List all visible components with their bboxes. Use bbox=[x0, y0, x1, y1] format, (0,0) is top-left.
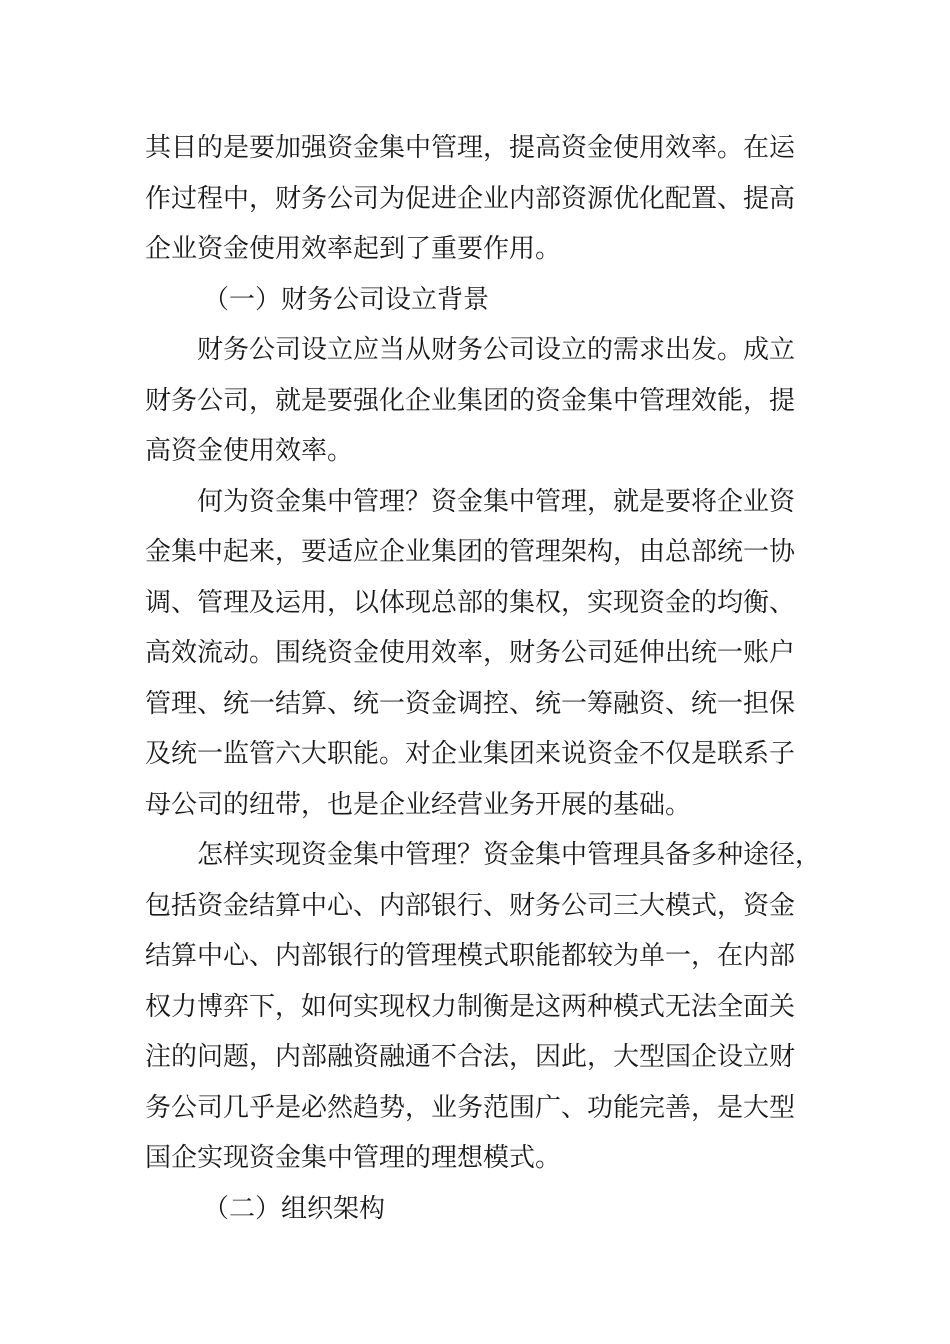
paragraph-line: 其目的是要加强资金集中管理，提高资金使用效率。在运 bbox=[145, 133, 796, 163]
section-heading-text: （一）财务公司设立背景 bbox=[203, 284, 490, 315]
paragraph-line: 及统一监管六大职能。对企业集团来说资金不仅是联系子 bbox=[145, 739, 796, 769]
paragraph-line: 国企实现资金集中管理的理想模式。 bbox=[145, 1143, 562, 1173]
paragraph-line: 怎样实现资金集中管理？资金集中管理具备多种途径， bbox=[197, 840, 822, 870]
section-heading-text: （二）组织架构 bbox=[203, 1193, 386, 1224]
paragraph-line: 财务公司设立应当从财务公司设立的需求出发。成立 bbox=[197, 335, 796, 365]
paragraph-line: 财务公司，就是要强化企业集团的资金集中管理效能，提 bbox=[145, 385, 796, 416]
document-body bbox=[145, 123, 822, 1234]
body-paragraph bbox=[145, 830, 822, 1184]
paragraph-line: 金集中起来，要适应企业集团的管理架构，由总部统一协 bbox=[145, 537, 796, 567]
paragraph-line: 何为资金集中管理？资金集中管理，就是要将企业资 bbox=[197, 486, 796, 517]
paragraph-line: 注的问题，内部融资融通不合法，因此，大型国企设立财 bbox=[145, 1042, 796, 1072]
section-heading bbox=[145, 275, 795, 326]
paragraph-line: 高资金使用效率。 bbox=[145, 436, 354, 466]
paragraph-line: 务公司几乎是必然趋势，业务范围广、功能完善，是大型 bbox=[145, 1092, 796, 1123]
paragraph-line: 权力博弈下，如何实现权力制衡是这两种模式无法全面关 bbox=[145, 991, 796, 1022]
paragraph-line: 管理、统一结算、统一资金调控、统一筹融资、统一担保 bbox=[145, 688, 796, 719]
paragraph-line: 结算中心、内部银行的管理模式职能都较为单一，在内部 bbox=[145, 941, 796, 971]
section-heading bbox=[145, 1184, 795, 1235]
paragraph-line: 企业资金使用效率起到了重要作用。 bbox=[145, 234, 562, 264]
body-paragraph bbox=[145, 477, 795, 831]
paragraph-line: 母公司的纽带，也是企业经营业务开展的基础。 bbox=[145, 789, 692, 820]
paragraph-line: 高效流动。围绕资金使用效率，财务公司延伸出统一账户 bbox=[145, 638, 796, 668]
paragraph-line: 作过程中，财务公司为促进企业内部资源优化配置、提高 bbox=[145, 183, 796, 214]
paragraph-line: 包括资金结算中心、内部银行、财务公司三大模式，资金 bbox=[145, 890, 796, 921]
body-paragraph bbox=[145, 325, 795, 477]
body-paragraph bbox=[145, 123, 795, 275]
paragraph-line: 调、管理及运用，以体现总部的集权，实现资金的均衡、 bbox=[145, 587, 796, 618]
